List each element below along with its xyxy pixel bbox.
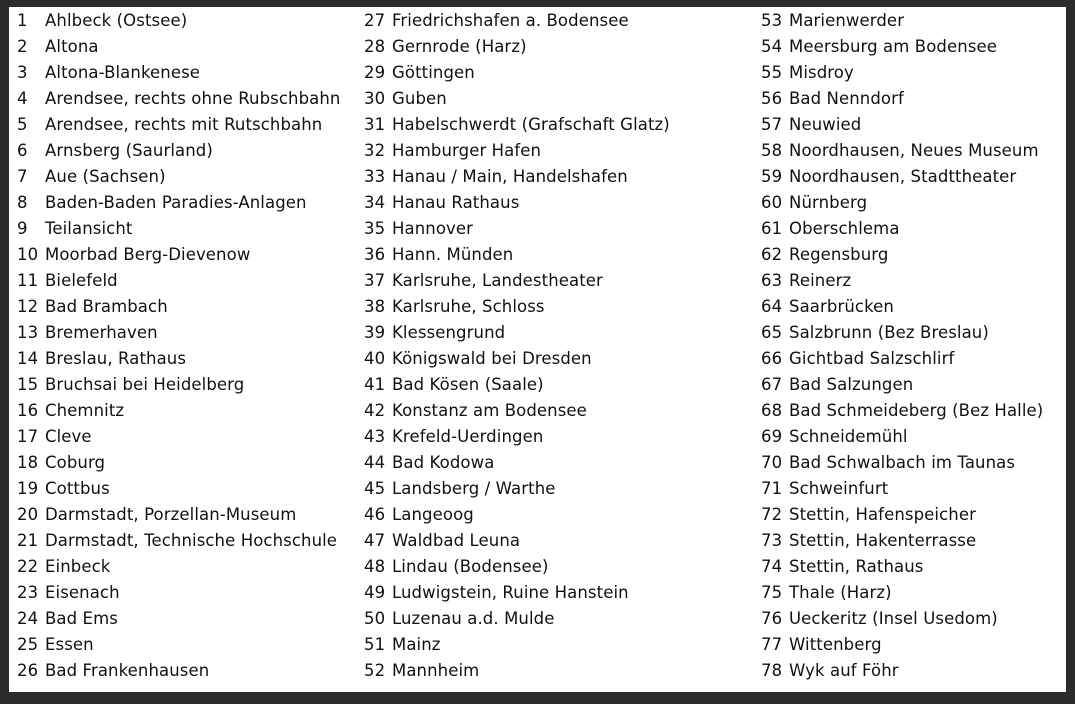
list-item-number: 78 [761, 661, 783, 680]
list-item-place-name: Waldbad Leuna [392, 531, 521, 550]
list-item-number: 30 [364, 89, 386, 108]
list-item-place-name: Stettin, Rathaus [789, 557, 924, 576]
list-item-place-name: Bad Brambach [45, 297, 168, 316]
list-item-place-name: Altona-Blankenese [45, 63, 201, 82]
list-item-number: 25 [17, 635, 39, 654]
list-item-place-name: Karlsruhe, Schloss [392, 297, 545, 316]
list-item-place-name: Hamburger Hafen [392, 141, 542, 160]
list-item [364, 372, 670, 398]
list-item [17, 502, 340, 528]
list-item [761, 528, 1043, 554]
list-item-number: 44 [364, 453, 386, 472]
list-item-number: 57 [761, 115, 783, 134]
list-item-number: 22 [17, 557, 39, 576]
list-item-number: 21 [17, 531, 39, 550]
list-item-place-name: Cottbus [45, 479, 110, 498]
list-item [17, 60, 340, 86]
list-item-number: 70 [761, 453, 783, 472]
list-item [17, 268, 340, 294]
list-item [761, 476, 1043, 502]
list-item [761, 554, 1043, 580]
list-item-number: 37 [364, 271, 386, 290]
list-item-number: 41 [364, 375, 386, 394]
place-list-sheet [9, 7, 1066, 692]
list-item-number: 52 [364, 661, 386, 680]
list-item [364, 60, 670, 86]
list-item-place-name: Aue (Sachsen) [45, 167, 166, 186]
list-item [761, 138, 1043, 164]
list-item [761, 8, 1043, 34]
list-item-place-name: Bad Frankenhausen [45, 661, 210, 680]
list-item-number: 17 [17, 427, 39, 446]
list-item-place-name: Arnsberg (Saurland) [45, 141, 213, 160]
list-item-number: 51 [364, 635, 386, 654]
list-item [364, 554, 670, 580]
list-item [364, 320, 670, 346]
list-item-place-name: Cleve [45, 427, 92, 446]
list-column-1 [17, 8, 340, 684]
list-item-number: 4 [17, 89, 28, 108]
list-item-place-name: Hannover [392, 219, 474, 238]
list-item-place-name: Ludwigstein, Ruine Hanstein [392, 583, 629, 602]
list-item [761, 216, 1043, 242]
list-item-place-name: Noordhausen, Neues Museum [789, 141, 1039, 160]
list-item-number: 59 [761, 167, 783, 186]
list-item-number: 62 [761, 245, 783, 264]
list-item [364, 268, 670, 294]
list-item [761, 190, 1043, 216]
list-item [17, 34, 340, 60]
list-item-number: 35 [364, 219, 386, 238]
list-item-place-name: Bad Kodowa [392, 453, 495, 472]
list-item-place-name: Königswald bei Dresden [392, 349, 592, 368]
list-item-place-name: Nürnberg [789, 193, 868, 212]
list-item-number: 48 [364, 557, 386, 576]
list-item-place-name: Saarbrücken [789, 297, 894, 316]
list-item [17, 216, 340, 242]
list-item-number: 60 [761, 193, 783, 212]
list-item-place-name: Coburg [45, 453, 106, 472]
list-item-number: 5 [17, 115, 28, 134]
list-item [761, 112, 1043, 138]
list-item-place-name: Göttingen [392, 63, 475, 82]
list-item-place-name: Mainz [392, 635, 441, 654]
list-item-number: 13 [17, 323, 39, 342]
list-item-place-name: Stettin, Hafenspeicher [789, 505, 976, 524]
list-item [17, 528, 340, 554]
list-item-place-name: Langeoog [392, 505, 474, 524]
list-item-number: 40 [364, 349, 386, 368]
list-item-number: 7 [17, 167, 28, 186]
list-item-place-name: Oberschlema [789, 219, 900, 238]
list-item-place-name: Krefeld-Uerdingen [392, 427, 544, 446]
list-item-number: 39 [364, 323, 386, 342]
list-item-number: 71 [761, 479, 783, 498]
list-item-number: 31 [364, 115, 386, 134]
list-item-number: 38 [364, 297, 386, 316]
list-item-place-name: Bruchsai bei Heidelberg [45, 375, 245, 394]
list-item [761, 242, 1043, 268]
list-item-number: 50 [364, 609, 386, 628]
list-item-place-name: Landsberg / Warthe [392, 479, 556, 498]
list-item-number: 53 [761, 11, 783, 30]
list-item-place-name: Klessengrund [392, 323, 506, 342]
list-item-number: 75 [761, 583, 783, 602]
list-item [17, 242, 340, 268]
list-item [364, 606, 670, 632]
list-item-number: 61 [761, 219, 783, 238]
list-item [761, 372, 1043, 398]
list-item [17, 372, 340, 398]
list-item [17, 476, 340, 502]
list-item-place-name: Friedrichshafen a. Bodensee [392, 11, 629, 30]
list-item [761, 294, 1043, 320]
list-item-place-name: Altona [45, 37, 99, 56]
list-item [364, 580, 670, 606]
list-item [17, 424, 340, 450]
list-item [17, 554, 340, 580]
list-item-number: 65 [761, 323, 783, 342]
list-item-place-name: Baden-Baden Paradies-Anlagen [45, 193, 307, 212]
list-item-number: 34 [364, 193, 386, 212]
list-item-place-name: Karlsruhe, Landestheater [392, 271, 603, 290]
list-item [761, 632, 1043, 658]
list-item-place-name: Bad Nenndorf [789, 89, 904, 108]
list-item-number: 73 [761, 531, 783, 550]
list-item-number: 10 [17, 245, 39, 264]
list-item [364, 138, 670, 164]
list-item [364, 34, 670, 60]
list-item-place-name: Essen [45, 635, 94, 654]
list-item-place-name: Gichtbad Salzschlirf [789, 349, 955, 368]
list-item-place-name: Hanau / Main, Handelshafen [392, 167, 628, 186]
list-item [364, 8, 670, 34]
list-item-place-name: Bad Kösen (Saale) [392, 375, 544, 394]
list-item-number: 67 [761, 375, 783, 394]
list-item-number: 32 [364, 141, 386, 160]
list-item [17, 138, 340, 164]
list-item-place-name: Thale (Harz) [789, 583, 892, 602]
list-item-number: 16 [17, 401, 39, 420]
list-item [761, 580, 1043, 606]
list-item [364, 346, 670, 372]
list-item [17, 320, 340, 346]
list-item [364, 242, 670, 268]
list-item [17, 190, 340, 216]
list-item-number: 20 [17, 505, 39, 524]
list-item-place-name: Marienwerder [789, 11, 905, 30]
list-item-place-name: Wyk auf Föhr [789, 661, 899, 680]
list-item [364, 112, 670, 138]
list-item-place-name: Bielefeld [45, 271, 118, 290]
list-item-place-name: Darmstadt, Porzellan-Museum [45, 505, 297, 524]
list-item-number: 36 [364, 245, 386, 264]
list-item-number: 47 [364, 531, 386, 550]
list-item-number: 27 [364, 11, 386, 30]
list-item-place-name: Hann. Münden [392, 245, 514, 264]
list-item [17, 606, 340, 632]
list-item-place-name: Bremerhaven [45, 323, 158, 342]
list-item-number: 66 [761, 349, 783, 368]
list-item-place-name: Bad Schwalbach im Taunas [789, 453, 1016, 472]
list-item [17, 164, 340, 190]
list-item [17, 8, 340, 34]
list-item-number: 76 [761, 609, 783, 628]
list-item-number: 56 [761, 89, 783, 108]
list-item [364, 164, 670, 190]
list-item-number: 8 [17, 193, 28, 212]
list-item [364, 216, 670, 242]
list-item-number: 6 [17, 141, 28, 160]
list-item-place-name: Einbeck [45, 557, 111, 576]
list-item-place-name: Habelschwerdt (Grafschaft Glatz) [392, 115, 670, 134]
list-item [364, 632, 670, 658]
list-item [17, 346, 340, 372]
list-item [761, 268, 1043, 294]
list-item-place-name: Misdroy [789, 63, 854, 82]
list-item-place-name: Hanau Rathaus [392, 193, 520, 212]
list-item [17, 398, 340, 424]
list-item-number: 43 [364, 427, 386, 446]
list-item [17, 86, 340, 112]
list-item-number: 3 [17, 63, 28, 82]
list-item [761, 320, 1043, 346]
list-item-number: 55 [761, 63, 783, 82]
list-item-number: 26 [17, 661, 39, 680]
list-item-place-name: Ueckeritz (Insel Usedom) [789, 609, 998, 628]
list-item-place-name: Luzenau a.d. Mulde [392, 609, 555, 628]
list-item [17, 112, 340, 138]
list-item-number: 2 [17, 37, 28, 56]
list-item-place-name: Reinerz [789, 271, 852, 290]
list-item-place-name: Salzbrunn (Bez Breslau) [789, 323, 989, 342]
list-item [17, 294, 340, 320]
list-item [761, 164, 1043, 190]
list-item-number: 69 [761, 427, 783, 446]
list-item-place-name: Bad Salzungen [789, 375, 914, 394]
list-item [364, 450, 670, 476]
list-item-place-name: Ahlbeck (Ostsee) [45, 11, 188, 30]
list-item-number: 29 [364, 63, 386, 82]
list-item-number: 49 [364, 583, 386, 602]
list-item-number: 33 [364, 167, 386, 186]
list-item-number: 58 [761, 141, 783, 160]
list-item-place-name: Noordhausen, Stadttheater [789, 167, 1017, 186]
list-item-number: 42 [364, 401, 386, 420]
list-item-number: 9 [17, 219, 28, 238]
list-item-place-name: Darmstadt, Technische Hochschule [45, 531, 338, 550]
list-item-number: 1 [17, 11, 28, 30]
list-item-place-name: Breslau, Rathaus [45, 349, 187, 368]
list-item [761, 60, 1043, 86]
list-item [17, 632, 340, 658]
list-item-place-name: Arendsee, rechts ohne Rubschbahn [45, 89, 341, 108]
list-item-place-name: Arendsee, rechts mit Rutschbahn [45, 115, 323, 134]
list-item-number: 12 [17, 297, 39, 316]
list-item-number: 28 [364, 37, 386, 56]
list-item-number: 14 [17, 349, 39, 368]
list-item [364, 398, 670, 424]
list-item [17, 580, 340, 606]
list-item [761, 86, 1043, 112]
list-item [761, 606, 1043, 632]
list-item-place-name: Schneidemühl [789, 427, 908, 446]
list-item-place-name: Gernrode (Harz) [392, 37, 527, 56]
list-item [364, 658, 670, 684]
list-item-place-name: Regensburg [789, 245, 889, 264]
list-item-place-name: Bad Ems [45, 609, 118, 628]
list-item-number: 19 [17, 479, 39, 498]
list-column-3 [761, 8, 1043, 684]
list-item [761, 502, 1043, 528]
list-item-place-name: Neuwied [789, 115, 862, 134]
list-item [761, 34, 1043, 60]
list-item-number: 23 [17, 583, 39, 602]
list-item-number: 72 [761, 505, 783, 524]
list-item [761, 424, 1043, 450]
list-item-number: 77 [761, 635, 783, 654]
list-item-number: 15 [17, 375, 39, 394]
list-item [17, 658, 340, 684]
list-item-number: 45 [364, 479, 386, 498]
list-item-place-name: Mannheim [392, 661, 480, 680]
list-column-2 [364, 8, 670, 684]
list-item [364, 424, 670, 450]
list-item-number: 54 [761, 37, 783, 56]
list-item [364, 86, 670, 112]
list-item-number: 64 [761, 297, 783, 316]
list-item [17, 450, 340, 476]
list-item [761, 346, 1043, 372]
list-item-place-name: Stettin, Hakenterrasse [789, 531, 977, 550]
list-item-place-name: Moorbad Berg-Dievenow [45, 245, 251, 264]
list-item-number: 24 [17, 609, 39, 628]
list-item [364, 190, 670, 216]
list-item [761, 658, 1043, 684]
list-item-place-name: Schweinfurt [789, 479, 889, 498]
list-item-place-name: Guben [392, 89, 447, 108]
list-item [761, 450, 1043, 476]
list-item-place-name: Lindau (Bodensee) [392, 557, 549, 576]
list-item [364, 294, 670, 320]
list-item [364, 528, 670, 554]
list-item [364, 476, 670, 502]
list-item-place-name: Meersburg am Bodensee [789, 37, 997, 56]
list-item-number: 46 [364, 505, 386, 524]
list-item [761, 398, 1043, 424]
list-item-number: 68 [761, 401, 783, 420]
list-item-number: 18 [17, 453, 39, 472]
list-item-place-name: Bad Schmeideberg (Bez Halle) [789, 401, 1044, 420]
list-item-place-name: Konstanz am Bodensee [392, 401, 587, 420]
list-item-number: 74 [761, 557, 783, 576]
list-item-place-name: Wittenberg [789, 635, 882, 654]
list-item-number: 11 [17, 271, 39, 290]
list-item-place-name: Teilansicht [45, 219, 133, 238]
list-item-place-name: Chemnitz [45, 401, 125, 420]
list-item [364, 502, 670, 528]
list-item-place-name: Eisenach [45, 583, 120, 602]
list-item-number: 63 [761, 271, 783, 290]
